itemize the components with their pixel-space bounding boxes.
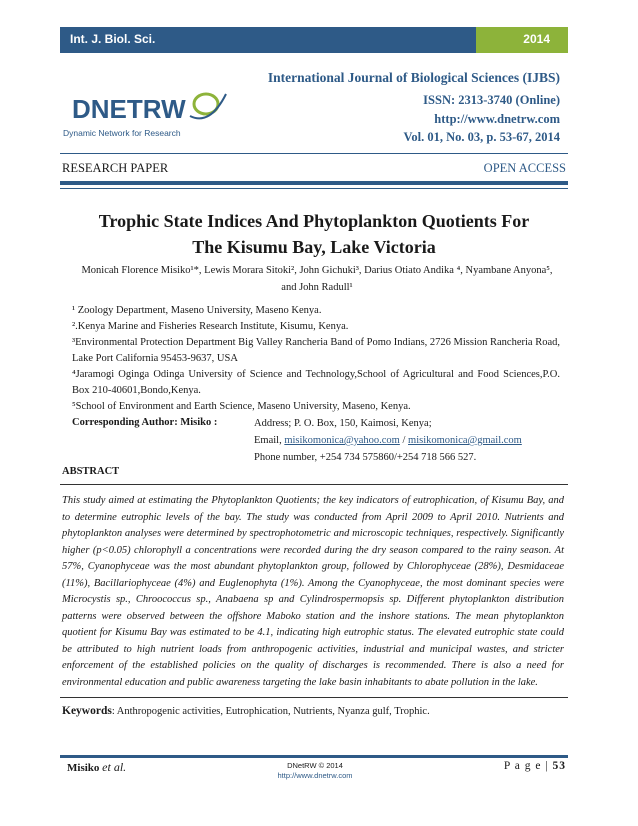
article-type: RESEARCH PAPER <box>62 161 169 175</box>
header-year: 2014 <box>523 32 550 46</box>
keywords <box>62 705 564 717</box>
affiliation: ¹ Zoology Department, Maseno University, Maseno Kenya. <box>72 305 322 316</box>
email-link-gmail[interactable]: misikomonica@gmail.com <box>408 435 522 446</box>
dnetrw-logo <box>70 86 230 132</box>
keywords-list: : Anthropogenic activities, Eutrophication, Nutrients, Nyanza gulf, Trophic. <box>111 706 430 717</box>
journal-abbrev: Int. J. Biol. Sci. <box>70 32 156 46</box>
affiliation: ³Environmental Protection Department Big Valley Rancheria Band of Pomo Indians, 2726 Mission Rancheria Road, Lake Port California 95453-9637, USA <box>72 337 560 364</box>
header-rule <box>60 153 568 154</box>
email-link-yahoo[interactable]: misikomonica@yahoo.com <box>284 435 400 446</box>
volume-info: Vol. 01, No. 03, p. 53-67, 2014 <box>403 130 560 144</box>
footer-copyright: DNetRW © 2014 <box>287 761 343 770</box>
article-title <box>64 208 564 260</box>
logo-graphic <box>70 86 230 132</box>
affiliation: ⁴Jaramogi Oginga Odinga University of Science and Technology,School of Agricultural and Food Sciences,P.O. Box 210-40601,Bondo,Kenya. <box>72 369 560 396</box>
affiliations <box>72 303 560 431</box>
phone: Phone number, +254 734 575860/+254 718 566 527. <box>254 452 477 463</box>
issn: ISSN: 2313-3740 (Online) <box>423 93 560 107</box>
logo-tagline: Dynamic Network for Research <box>63 128 181 138</box>
footer-author <box>67 760 126 775</box>
footer-page <box>504 760 566 772</box>
header-bar <box>60 27 568 53</box>
title-line-2: The Kisumu Bay, Lake Victoria <box>192 237 436 257</box>
page-label: P a g e | <box>503 760 553 772</box>
corresponding-author-label: Corresponding Author: Misiko : <box>72 417 218 428</box>
email-separator: / <box>399 435 409 446</box>
header-band-thin <box>60 188 568 189</box>
contact-block <box>254 415 522 466</box>
journal-url[interactable]: http://www.dnetrw.com <box>434 112 560 126</box>
email-prefix: Email, <box>254 435 285 446</box>
header-bar-navy <box>60 27 476 53</box>
email-line <box>254 432 522 449</box>
affiliation: ⁵School of Environment and Earth Science, Maseno University, Maseno, Kenya. <box>72 401 411 412</box>
header-band <box>60 181 568 185</box>
author-list: Monicah Florence Misiko¹*, Lewis Morara Sitoki², John Gichuki³, Darius Otiato Andika ⁴, Nyambane Anyona⁵, and John Radull¹ <box>81 265 553 293</box>
footer-url[interactable]: http://www.dnetrw.com <box>277 771 353 780</box>
abstract-rule-bottom <box>60 697 568 698</box>
footer-rule <box>60 755 568 758</box>
affiliation: ².Kenya Marine and Fisheries Research Institute, Kisumu, Kenya. <box>72 321 349 332</box>
title-line-1: Trophic State Indices And Phytoplankton Quotients For <box>98 211 530 231</box>
abstract-rule-top <box>60 484 568 485</box>
footer-author-name: Misiko <box>67 762 103 774</box>
page-number: 53 <box>552 760 566 772</box>
abstract-body: This study aimed at estimating the Phytoplankton Quotients; the key indicators of eutrophication, of Kisumu Bay, and to determine eutrophic levels of the bay. The study was conducted from April 2009 to April 2010. Nutrients and phytoplankton analyses were determined by spectrophotometric and microscopic techniques, respectively. Significantly higher (p<0.05) chlorophyll a concentrations were recorded during the dry season compared to the rainy season. At 57%, Cyanophyceae was the most abundant phytoplankton group, followed by Chlorophyceae (28%), Desmidaceae (11%), Bacillariophyceae (4%) and Euglenophyta (1%). Among the Cyanophyceae, the most dominant species were Microcystis sp., Chroococcus sp., Anabaena sp and Cylindrospermopsis sp. Different phytoplankton distribution patterns were observed between the offshore Maboko station and the inshore stations. The mean phytoplankton quotient for Kisumu Bay was estimated to be 4.1, indicating high eutrophic status. The elevated eutrophic state could be attributed to high nutrient loads from anthropogenic activities, industrial and municipal wastes, and stricter enforcement of the established policies on the quality of discharges is recommended. There is also a need for environmental education and public awareness targeting the lake basin inhabitants to abate pollution in the lake. <box>62 495 564 688</box>
footer-center <box>260 761 370 781</box>
address: Address; P. O. Box, 150, Kaimosi, Kenya; <box>254 418 432 429</box>
footer-etal: et al. <box>102 760 127 774</box>
open-access-label: OPEN ACCESS <box>483 161 566 175</box>
abstract-heading: ABSTRACT <box>62 466 120 477</box>
keywords-label: Keywords <box>62 705 112 717</box>
journal-title: International Journal of Biological Sciences (IJBS) <box>267 70 560 85</box>
logo-wordmark: DNETRW <box>72 94 186 124</box>
